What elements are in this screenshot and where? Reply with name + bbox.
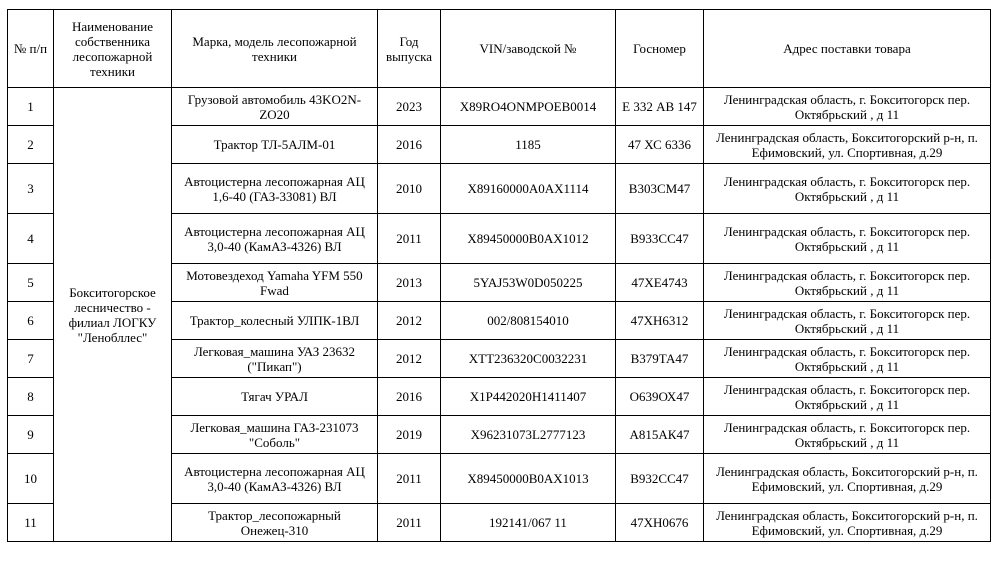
table-row [8,88,991,126]
vin-number: X1P442020H1411407 [441,378,616,416]
header-owner: Наименование собственника лесопожарной техники [54,10,172,88]
row-number: 6 [8,302,54,340]
header-vin: VIN/заводской № [441,10,616,88]
vehicle-model: Легковая_машина УАЗ 23632 ("Пикап") [172,340,378,378]
vehicle-model: Тягач УРАЛ [172,378,378,416]
row-number: 8 [8,378,54,416]
owner-cell: Бокситогорское лесничество - филиал ЛОГКУ "Ленобллес" [54,88,172,542]
manufacture-year: 2010 [378,164,441,214]
license-plate: 47ХЕ4743 [616,264,704,302]
delivery-address: Ленинградская область, г. Бокситогорск пер. Октябрьский , д 11 [704,164,991,214]
row-number: 3 [8,164,54,214]
header-num: № п/п [8,10,54,88]
vin-number: 1185 [441,126,616,164]
manufacture-year: 2016 [378,126,441,164]
vin-number: 192141/067 11 [441,504,616,542]
manufacture-year: 2011 [378,454,441,504]
vehicle-model: Грузовой автомобиль 43KO2N-ZO20 [172,88,378,126]
vin-number: X89RO4ONMPOEB0014 [441,88,616,126]
vin-number: 5YAJ53W0D050225 [441,264,616,302]
delivery-address: Ленинградская область, г. Бокситогорск пер. Октябрьский , д 11 [704,88,991,126]
delivery-address: Ленинградская область, г. Бокситогорск пер. Октябрьский , д 11 [704,302,991,340]
manufacture-year: 2011 [378,214,441,264]
vin-number: X89450000B0AX1012 [441,214,616,264]
vehicle-model: Трактор_колесный УЛПК-1ВЛ [172,302,378,340]
license-plate: В379ТА47 [616,340,704,378]
license-plate: 47 ХС 6336 [616,126,704,164]
delivery-address: Ленинградская область, г. Бокситогорск пер. Октябрьский , д 11 [704,378,991,416]
vehicle-model: Легковая_машина ГАЗ-231073 "Соболь" [172,416,378,454]
vehicle-model: Автоцистерна лесопожарная АЦ 3,0-40 (КамАЗ-4326) ВЛ [172,454,378,504]
manufacture-year: 2013 [378,264,441,302]
manufacture-year: 2016 [378,378,441,416]
manufacture-year: 2023 [378,88,441,126]
license-plate: 47ХН6312 [616,302,704,340]
header-address: Адрес поставки товара [704,10,991,88]
license-plate: В932СС47 [616,454,704,504]
header-model: Марка, модель лесопожарной техники [172,10,378,88]
vehicle-model: Трактор ТЛ-5АЛМ-01 [172,126,378,164]
row-number: 4 [8,214,54,264]
delivery-address: Ленинградская область, г. Бокситогорск пер. Октябрьский , д 11 [704,214,991,264]
vehicle-model: Мотовездеход Yamaha YFM 550 Fwad [172,264,378,302]
license-plate: Е 332 АВ 147 [616,88,704,126]
vehicle-model: Трактор_лесопожарный Онежец-310 [172,504,378,542]
vehicle-model: Автоцистерна лесопожарная АЦ 3,0-40 (КамАЗ-4326) ВЛ [172,214,378,264]
delivery-address: Ленинградская область, Бокситогорский р-н, п. Ефимовский, ул. Спортивная, д.29 [704,126,991,164]
license-plate: В933СС47 [616,214,704,264]
vin-number: X96231073L2777123 [441,416,616,454]
row-number: 9 [8,416,54,454]
license-plate: А815АК47 [616,416,704,454]
delivery-address: Ленинградская область, Бокситогорский р-н, п. Ефимовский, ул. Спортивная, д.29 [704,454,991,504]
manufacture-year: 2012 [378,340,441,378]
delivery-address: Ленинградская область, г. Бокситогорск пер. Октябрьский , д 11 [704,264,991,302]
delivery-address: Ленинградская область, г. Бокситогорск пер. Октябрьский , д 11 [704,416,991,454]
vin-number: X89450000B0AX1013 [441,454,616,504]
manufacture-year: 2012 [378,302,441,340]
license-plate: О639ОХ47 [616,378,704,416]
vehicle-model: Автоцистерна лесопожарная АЦ 1,6-40 (ГАЗ-33081) ВЛ [172,164,378,214]
row-number: 7 [8,340,54,378]
row-number: 1 [8,88,54,126]
manufacture-year: 2019 [378,416,441,454]
license-plate: 47ХН0676 [616,504,704,542]
equipment-table [7,9,991,542]
vin-number: XTT236320C0032231 [441,340,616,378]
header-year: Год выпуска [378,10,441,88]
license-plate: В303СМ47 [616,164,704,214]
row-number: 10 [8,454,54,504]
row-number: 11 [8,504,54,542]
row-number: 5 [8,264,54,302]
vin-number: 002/808154010 [441,302,616,340]
row-number: 2 [8,126,54,164]
manufacture-year: 2011 [378,504,441,542]
header-row [8,10,991,88]
delivery-address: Ленинградская область, г. Бокситогорск пер. Октябрьский , д 11 [704,340,991,378]
header-plate: Госномер [616,10,704,88]
delivery-address: Ленинградская область, Бокситогорский р-н, п. Ефимовский, ул. Спортивная, д.29 [704,504,991,542]
vin-number: X89160000A0AX1114 [441,164,616,214]
